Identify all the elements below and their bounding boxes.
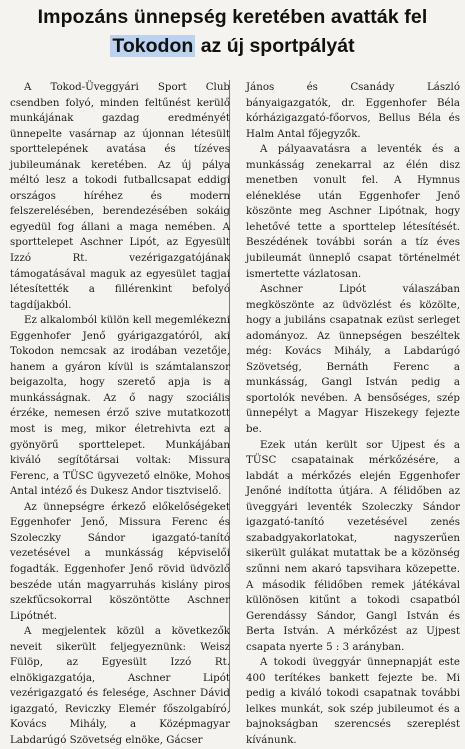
paragraph: Ez alkalomból külön kell megemlékezni Eggenhofer Jenő gyárigazgatóról, aki Tokodon nemcsak az irodában vezetője, hanem a gyáron kívül is számtalanszor beigazolta, hogy szerető apja is a munkásságnak. Az ő nagy szociális érzéke, nemesen érző szive mutatkozott most is meg, mikor életrehivta ezt a gyönyörű sporttelepet. Munkájában kiváló segítőtársai voltak: Missura Ferenc, a TÜSC ügyvezető elnöke, Mohos Antal intéző és Dukesz Andor tisztviselő.: [10, 314, 230, 498]
paragraph: Az ünnepségre érkező előkelőségeket Eggenhofer Jenő, Missura Ferenc és Szoleczky Sándor igazgató-tanító vezetésével a munkásság képviselői fogadták. Eggenhofer Jenő rövid üdvözlő beszéde után magyarruhás kislány piros szekfűcsokorral köszöntötte Aschner Lipótnét.: [10, 500, 230, 622]
headline-highlight: Tokodon: [112, 35, 194, 57]
paragraph: János és Csanády László bányaigazgatók, dr. Eggenhofer Béla kórházigazgató-főorvos, Bellus Béla és Halm Antal főjegyzők.: [246, 81, 460, 140]
paragraph: A megjelentek közül a következők neveit sikerült feljegyeznünk: Weisz Fülöp, az Egyesült Izzó Rt. elnökigazgatója, Aschner Lipót vezérigazgató és felesége, Aschner Dávid igazgató, Reviczky Elemér főszolgabíró, Kovács Mihály, a Középmagyar Labdarúgó Szövetség elnöke, Gácser: [10, 625, 230, 746]
headline-line-1: Impozáns ünnepség keretében avatták fel: [37, 6, 428, 28]
article-headline: [0, 4, 465, 60]
paragraph: A Tokod-Üveggyári Sport Club csendben folyó, minden feltűnést kerülő munkájának gazdag eredményét ünnepelte vasárnap az újonnan létesült sporttelepének avatása és tízéves jubileumának keretében. Az új pálya méltó lesz a tokodi futballcsapat eddigi országos híréhez és modern felszerelésében, berendezésében sokáig egyedül fog állani a maga nemében. A sporttelepet Aschner Lipót, az Egyesült Izzó Rt. vezérigazgatójának támogatásával maguk az egyesület tagjai létesítették a fillérenkint befolyó tagdíjakból.: [10, 81, 230, 311]
right-column: [246, 80, 460, 746]
paragraph: A pályaavatásra a leventék és a munkásság zenekarral az élén disz menetben vonult fel. A Hymnus eléneklése után Eggenhofer Jenő köszönte meg Aschner Lipótnak, hogy lehetővé tette a sporttelep létesítését. Beszédének további során a tíz éves jubileumát ünneplő csapat történelmét ismertette vázlatosan.: [246, 143, 460, 280]
paragraph: Ezek után került sor Ujpest és a TÜSC csapatainak mérkőzésére, a labdát a mérkőzés elején Eggenhofer Jenőné indította útjára. A félidőben az üveggyári leventék Szoleczky Sándor igazgató-tanító vezetésével zenés szabadgyakorlatokat, nagyszerűen sikerült gulákat mutattak be a közönség szűnni nem akaró tapsvihara közepette. A második félidőben remek játékával különösen kitűnt a tokodi csapatból Gerendássy Sándor, Gangl István és Berta István. A mérkőzést az Ujpest csapata nyerte 5 : 3 arányban.: [246, 438, 460, 653]
left-column: [10, 80, 230, 746]
paragraph: A tokodi üveggyár ünnepnapját este 400 terítékes bankett fejezte be. Mi pedig a kiváló tokodi csapatnak további lelkes munkát, sok szép jubileumot és a bajnokságban szerencsés szereplést kívánunk.: [246, 656, 460, 746]
article-body: [10, 80, 461, 746]
paragraph: Aschner Lipót válaszában megköszönte az üdvözlést és közölte, hogy a jubiláns csapatnak ezüst serleget adományoz. Az ünnepségen beszéltek még: Kovács Mihály, a Labdarúgó Szövetség, Bernáth Ferenc a munkásság, Gangl István pedig a sportolók nevében. A bensőséges, szép ünnepélyt a Magyar Hiszekegy fejezte be.: [246, 283, 460, 436]
headline-line-2: [0, 32, 465, 60]
headline-rest: az új sportpályát: [195, 35, 355, 57]
